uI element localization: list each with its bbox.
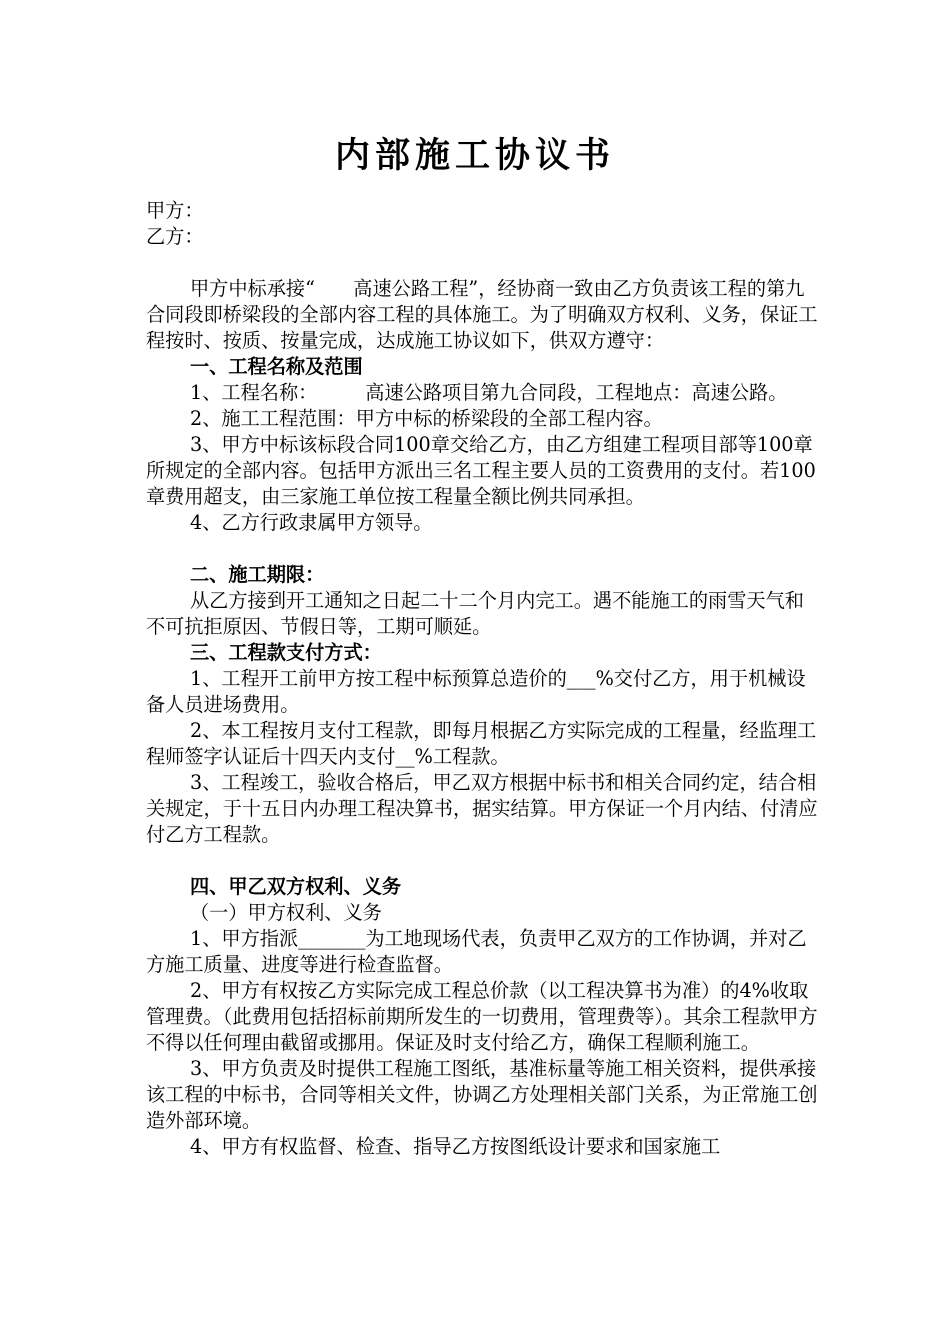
document-title: 内部施工协议书 [334,136,615,176]
section-4-subheading: （一）甲方权利、义务 [190,901,382,924]
blank-field: _______ [298,927,366,950]
section-4-item-4: 4、甲方有权监督、检查、指导乙方按图纸设计要求和国家施工 [190,1135,721,1158]
section-4-item-3: 3、甲方负责及时提供工程施工图纸，基准标量等施工相关资料，提供承接该工程的中标书，合同等相关文件，协调乙方处理相关部门关系，为正常施工创造外部环境。 [146,1057,818,1132]
section-4-item-2: 2、甲方有权按乙方实际完成工程总价款（以工程决算书为准）的4%收取管理费。（此费用包括招标前期所发生的一切费用，管理费等）。其余工程款甲方不得以任何理由截留或挪用。保证及时支付给乙方，确保工程顺利施工。 [146,979,818,1054]
document-body [146,198,818,1160]
blank-field: ___ [566,667,596,690]
party-a-line: 甲方： [146,199,204,222]
section-4-heading: 四、甲乙双方权利、义务 [190,875,402,898]
section-3-item-2: 2、本工程按月支付工程款，即每月根据乙方实际完成的工程量，经监理工程师签字认证后十四天内支付__%工程款。 [146,719,817,768]
section-3-item-1: 1、工程开工前甲方按工程中标预算总造价的___%交付乙方，用于机械设备人员进场费用。 [146,667,806,716]
intro-paragraph: 甲方中标承接“ 高速公路工程”，经协商一致由乙方负责该工程的第九合同段即桥梁段的全部内容工程的具体施工。为了明确双方权利、义务，保证工程按时、按质、按量完成，达成施工协议如下，供双方遵守： [146,277,818,352]
section-2-heading: 二、施工期限： [190,563,325,586]
section-1-heading: 一、工程名称及范围 [190,355,363,378]
section-3-heading: 三、工程款支付方式： [190,641,382,664]
section-1-item-1: 1、工程名称： 高速公路项目第九合同段，工程地点：高速公路。 [190,381,788,404]
section-1-item-3: 3、甲方中标该标段合同100章交给乙方，由乙方组建工程项目部等100章所规定的全部内容。包括甲方派出三名工程主要人员的工资费用的支付。若100章费用超支，由三家施工单位按工程量全额比例共同承担。 [146,433,816,508]
section-3-item-3: 3、工程竣工，验收合格后，甲乙双方根据中标书和相关合同约定，结合相关规定，于十五日内办理工程决算书，据实结算。甲方保证一个月内结、付清应付乙方工程款。 [146,771,818,846]
section-1-item-4: 4、乙方行政隶属甲方领导。 [190,511,433,534]
blank-field: __ [395,745,415,768]
section-2-text: 从乙方接到开工通知之日起二十二个月内完工。遇不能施工的雨雪天气和不可抗拒原因、节假日等，工期可顺延。 [146,589,804,638]
party-b-line: 乙方： [146,225,204,248]
section-4-item-1: 1、甲方指派_______为工地现场代表，负责甲乙双方的工作协调，并对乙方施工质量、进度等进行检查监督。 [146,927,807,976]
section-1-item-2: 2、施工工程范围：甲方中标的桥梁段的全部工程内容。 [190,407,663,430]
